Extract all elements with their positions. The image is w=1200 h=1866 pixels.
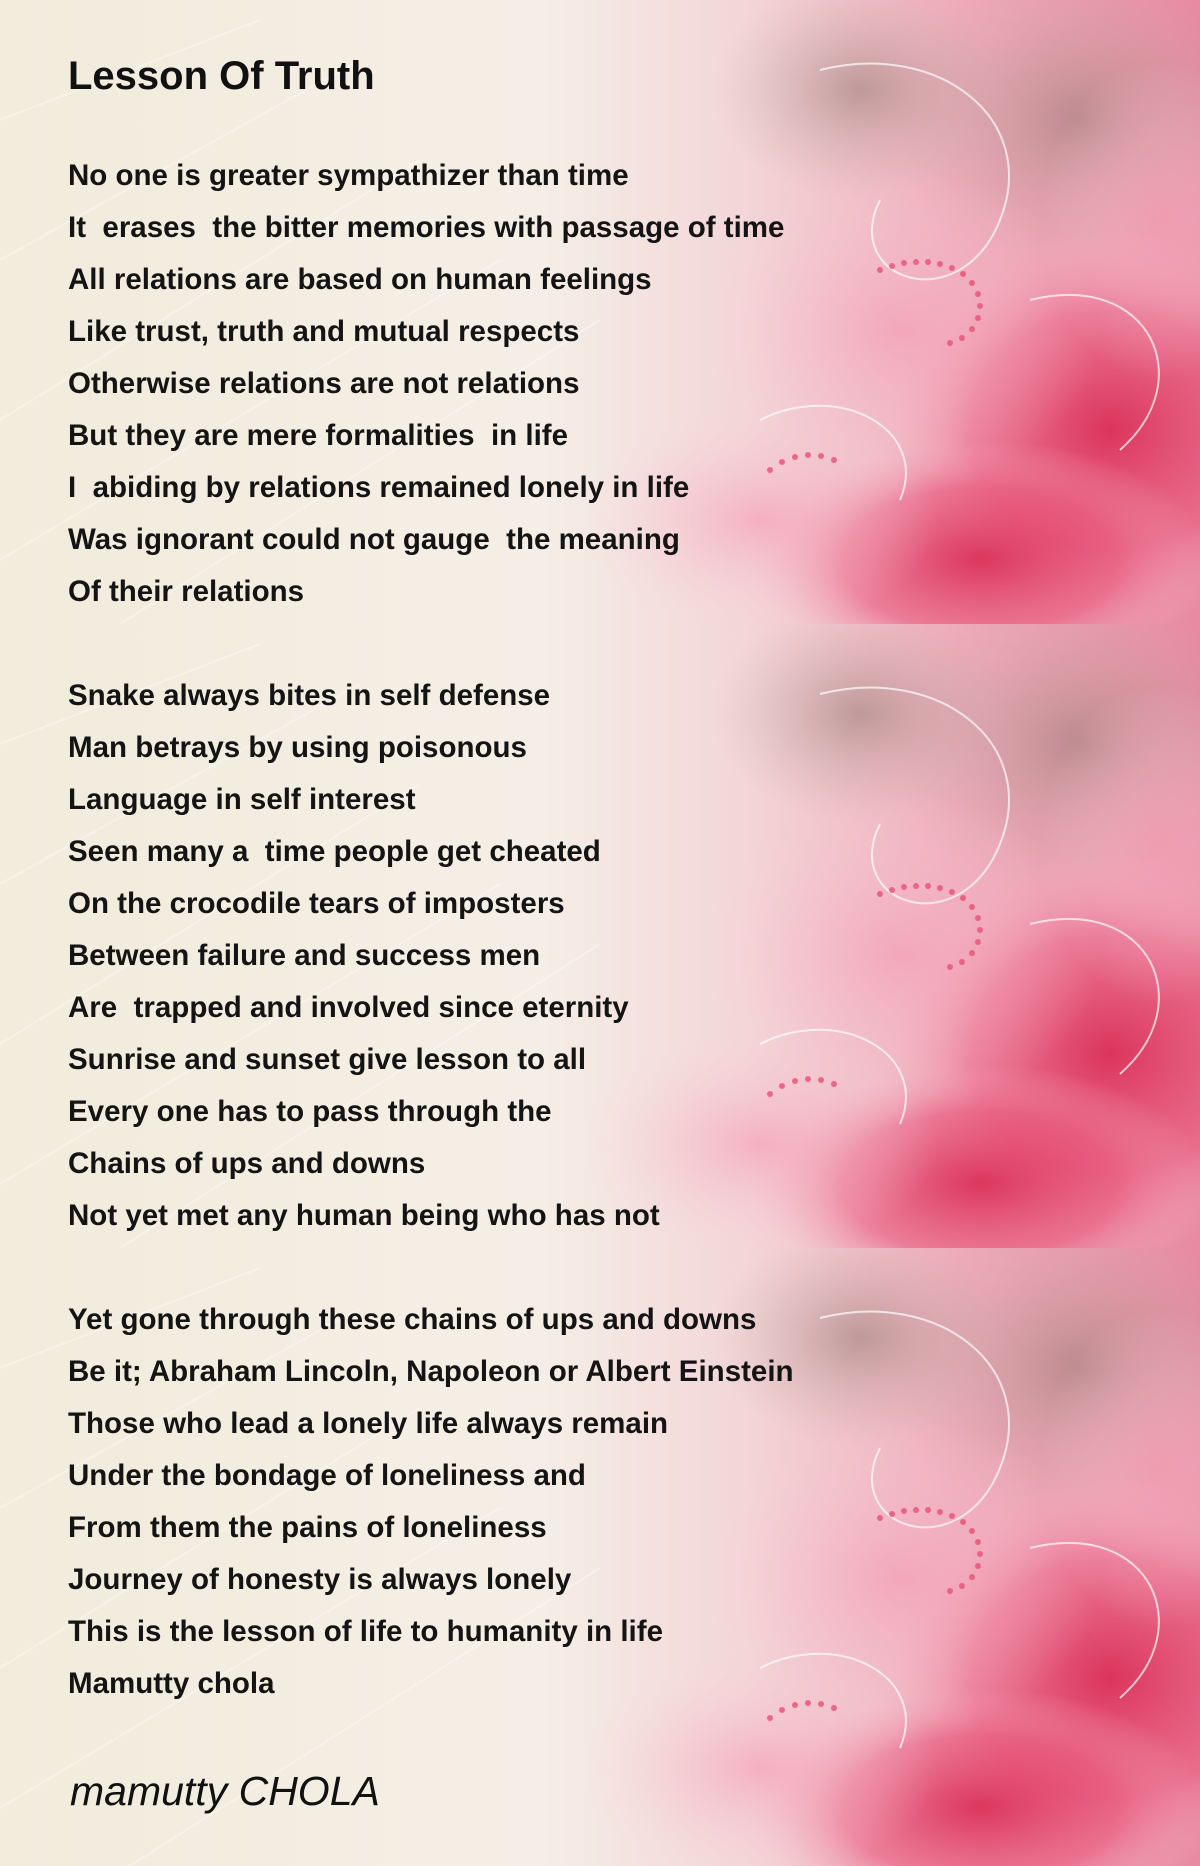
poem-line: Be it; Abraham Lincoln, Napoleon or Albert Einstein — [68, 1355, 794, 1388]
poem-line: All relations are based on human feelings — [68, 263, 652, 296]
poem-line: Sunrise and sunset give lesson to all — [68, 1043, 587, 1076]
poem-line: Are trapped and involved since eternity — [68, 991, 629, 1024]
stanza — [68, 1294, 794, 1710]
stanza — [68, 670, 660, 1242]
poem-line: Language in self interest — [68, 783, 416, 816]
poem-line: I abiding by relations remained lonely in life — [68, 471, 690, 504]
stanza — [68, 150, 784, 618]
poem-line: Chains of ups and downs — [68, 1147, 426, 1180]
poem-line: Snake always bites in self defense — [68, 679, 551, 712]
poem-line: Seen many a time people get cheated — [68, 835, 601, 868]
poem-line: Between failure and success men — [68, 939, 541, 972]
poem-line: Under the bondage of loneliness and — [68, 1459, 586, 1492]
poem-line: Man betrays by using poisonous — [68, 731, 527, 764]
poem-line: Was ignorant could not gauge the meaning — [68, 523, 680, 556]
poem-line: Those who lead a lonely life always remain — [68, 1407, 669, 1440]
poem-line: Journey of honesty is always lonely — [68, 1563, 572, 1596]
poem-line: Mamutty chola — [68, 1667, 275, 1700]
poem-line: Yet gone through these chains of ups and downs — [68, 1303, 757, 1336]
poem-line: On the crocodile tears of imposters — [68, 887, 565, 920]
poem-line: Otherwise relations are not relations — [68, 367, 580, 400]
poem-line: This is the lesson of life to humanity in life — [68, 1615, 663, 1648]
poem-line: No one is greater sympathizer than time — [68, 159, 629, 192]
poem-title: Lesson Of Truth — [68, 54, 375, 98]
poem-line: Of their relations — [68, 575, 305, 608]
poem-line: It erases the bitter memories with passage of time — [68, 211, 785, 244]
poem-line: Not yet met any human being who has not — [68, 1199, 660, 1232]
poem-line: Every one has to pass through the — [68, 1095, 552, 1128]
poem-line: From them the pains of loneliness — [68, 1511, 547, 1544]
poem-line: Like trust, truth and mutual respects — [68, 315, 580, 348]
poem-author: mamutty CHOLA — [70, 1768, 380, 1814]
poem-line: But they are mere formalities in life — [68, 419, 569, 452]
